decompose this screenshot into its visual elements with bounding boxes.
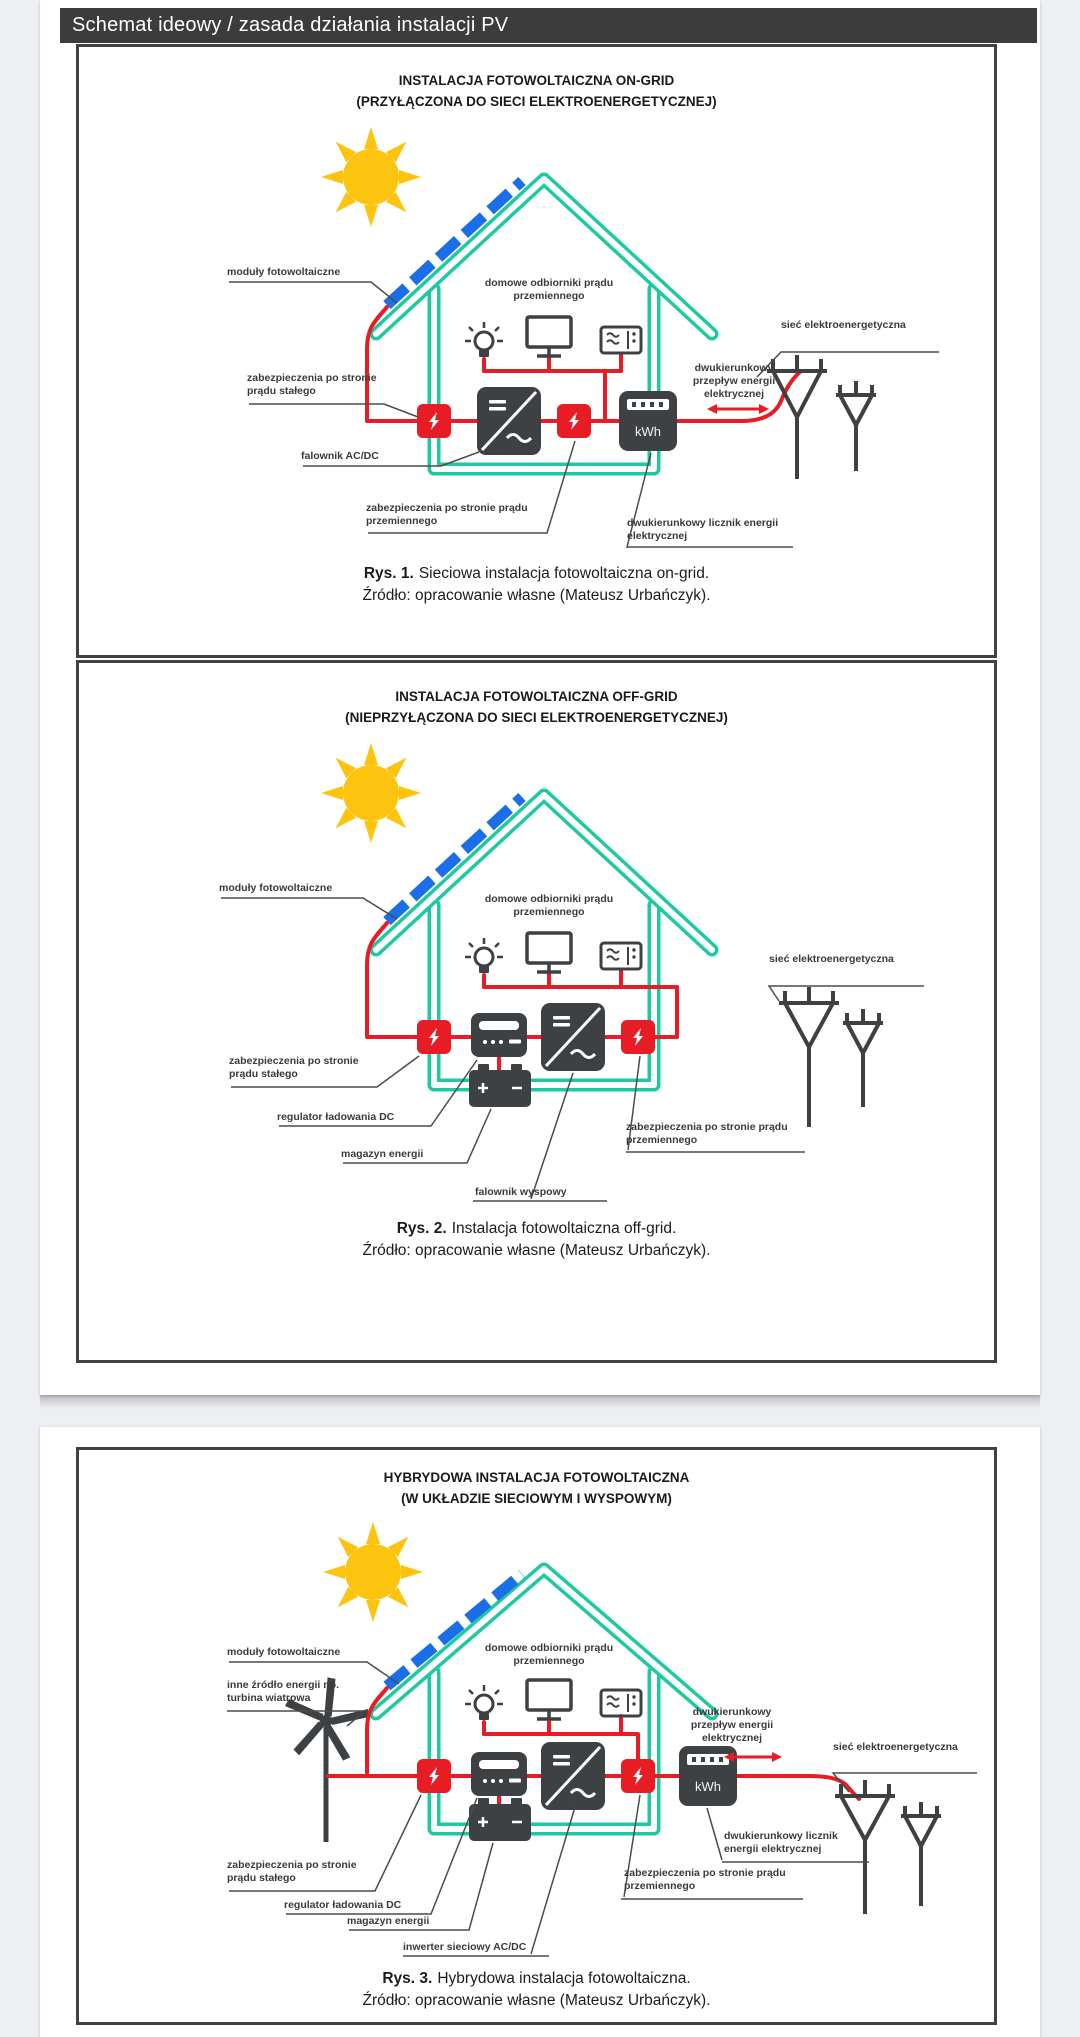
tv-icon: [527, 933, 571, 972]
flow-arrow-icon: [707, 404, 769, 414]
battery-icon: [469, 1798, 531, 1841]
ongrid-diagram: [79, 119, 994, 559]
figure-title-line2: (NIEPRZYŁĄCZONA DO SIECI ELEKTROENERGETYCZNEJ): [345, 709, 728, 725]
label-pv-modules: moduły fotowoltaiczne: [219, 881, 333, 894]
figure-title: [79, 687, 994, 729]
charge-controller-icon: [471, 1752, 527, 1796]
hybrid-drawing: [79, 1514, 994, 1964]
document-page-2: [40, 1427, 1040, 2037]
bulb-icon: [465, 938, 503, 973]
caption-number: Rys. 3.: [382, 1969, 433, 1987]
ac-fuse-icon: [621, 1020, 655, 1054]
battery-icon: [469, 1064, 531, 1107]
label-pv-modules: moduły fotowoltaiczne: [227, 265, 341, 278]
kwh-label: kWh: [695, 1778, 721, 1794]
power-pole-icon: [779, 987, 883, 1127]
label-other-source: inne źródło energii np. turbina wiatrowa: [227, 1678, 340, 1704]
label-bidirectional-flow: dwukierunkowy przepływ energii elektrycznej: [692, 361, 776, 401]
figure-title-line1: HYBRYDOWA INSTALACJA FOTOWOLTAICZNA: [383, 1470, 690, 1485]
microwave-icon: [601, 327, 641, 353]
figure-title: [79, 71, 994, 113]
sun-icon: [321, 127, 421, 227]
dc-fuse-icon: [417, 1759, 451, 1793]
label-bidirectional-flow: dwukierunkowy przepływ energii elektrycznej: [690, 1705, 774, 1745]
label-grid: sieć elektroenergetyczna: [833, 1740, 958, 1753]
bulb-icon: [465, 322, 503, 357]
flow-arrow-icon: [724, 1752, 782, 1762]
figure-ongrid: [76, 44, 997, 658]
figure-caption: [79, 1218, 994, 1261]
inverter-icon: [541, 1742, 605, 1810]
dc-fuse-icon: [417, 1020, 451, 1054]
hybrid-diagram: [79, 1514, 994, 1964]
label-grid: sieć elektroenergetyczna: [781, 318, 906, 331]
label-pv-modules: moduły fotowoltaiczne: [227, 1645, 341, 1658]
label-dc-protection: zabezpieczenia po stronie prądu stałego: [227, 1858, 357, 1884]
sun-icon: [321, 743, 421, 843]
caption-text: Hybrydowa instalacja fotowoltaiczna.: [437, 1969, 691, 1987]
figure-caption: [79, 563, 994, 606]
label-home-loads: domowe odbiorniki prądu przemiennego: [484, 276, 614, 302]
figure-title: [79, 1468, 994, 1510]
caption-source: Źródło: opracowanie własne (Mateusz Urbańczyk).: [362, 1991, 711, 2009]
caption-source: Źródło: opracowanie własne (Mateusz Urbańczyk).: [362, 1241, 711, 1259]
label-charge-controller: regulator ładowania DC: [277, 1110, 395, 1123]
label-bidirectional-meter: dwukierunkowy licznik energii elektrycznej: [724, 1829, 838, 1855]
caption-text: Instalacja fotowoltaiczna off-grid.: [451, 1219, 677, 1237]
label-grid: sieć elektroenergetyczna: [769, 952, 894, 965]
ac-fuse-icon: [621, 1759, 655, 1793]
label-charge-controller: regulator ładowania DC: [284, 1898, 402, 1911]
caption-number: Rys. 1.: [363, 564, 414, 582]
section-header: [60, 8, 1037, 43]
label-island-inverter: falownik wyspowy: [475, 1185, 567, 1198]
dc-fuse-icon: [417, 404, 451, 438]
offgrid-diagram: [79, 735, 994, 1210]
caption-text: Sieciowa instalacja fotowoltaiczna on-grid.: [418, 564, 710, 582]
figure-title-line2: (PRZYŁĄCZONA DO SIECI ELEKTROENERGETYCZNEJ): [356, 93, 717, 109]
charge-controller-icon: [471, 1013, 527, 1057]
figure-title-line2: (W UKŁADZIE SIECIOWYM I WYSPOWYM): [401, 1490, 672, 1506]
label-ac-protection: zabezpieczenia po stronie prądu przemiennego: [366, 501, 528, 527]
tv-icon: [527, 317, 571, 356]
label-storage: magazyn energii: [347, 1914, 430, 1927]
microwave-icon: [601, 943, 641, 969]
label-ac-protection: zabezpieczenia po stronie prądu przemiennego: [624, 1866, 786, 1892]
microwave-icon: [601, 1690, 641, 1716]
caption-number: Rys. 2.: [396, 1219, 447, 1237]
figure-title-line1: INSTALACJA FOTOWOLTAICZNA OFF-GRID: [395, 689, 678, 704]
label-grid-inverter: inwerter sieciowy AC/DC: [403, 1940, 527, 1953]
ongrid-drawing: [79, 119, 994, 559]
label-storage: magazyn energii: [341, 1147, 424, 1160]
page-separator: [40, 1395, 1040, 1409]
document-page-1: [40, 0, 1040, 1395]
pv-modules-icon: [387, 1574, 522, 1686]
label-home-loads: domowe odbiorniki prądu przemiennego: [484, 1641, 614, 1667]
label-inverter: falownik AC/DC: [301, 449, 379, 462]
section-title: Schemat ideowy / zasada działania instalacji PV: [72, 14, 509, 36]
kwh-label: kWh: [635, 423, 661, 439]
offgrid-drawing: [79, 735, 994, 1210]
label-home-loads: domowe odbiorniki prądu przemiennego: [484, 892, 614, 918]
label-dc-protection: zabezpieczenia po stronie prądu stałego: [247, 371, 377, 397]
bulb-icon: [465, 1685, 503, 1720]
caption-source: Źródło: opracowanie własne (Mateusz Urbańczyk).: [362, 586, 711, 604]
figure-title-line1: INSTALACJA FOTOWOLTAICZNA ON-GRID: [398, 73, 675, 88]
figure-caption: [79, 1968, 994, 2011]
figure-offgrid: [76, 660, 997, 1363]
figure-hybrid: [76, 1447, 997, 2025]
sun-icon: [323, 1522, 423, 1622]
kwh-meter-icon: [619, 391, 677, 451]
label-ac-protection: zabezpieczenia po stronie prądu przemiennego: [626, 1120, 788, 1146]
ac-fuse-icon: [557, 404, 591, 438]
tv-icon: [527, 1680, 571, 1719]
inverter-icon: [477, 387, 541, 455]
label-bidirectional-meter: dwukierunkowy licznik energii elektrycznej: [627, 516, 779, 542]
label-dc-protection: zabezpieczenia po stronie prądu stałego: [229, 1054, 359, 1080]
inverter-icon: [541, 1003, 605, 1071]
